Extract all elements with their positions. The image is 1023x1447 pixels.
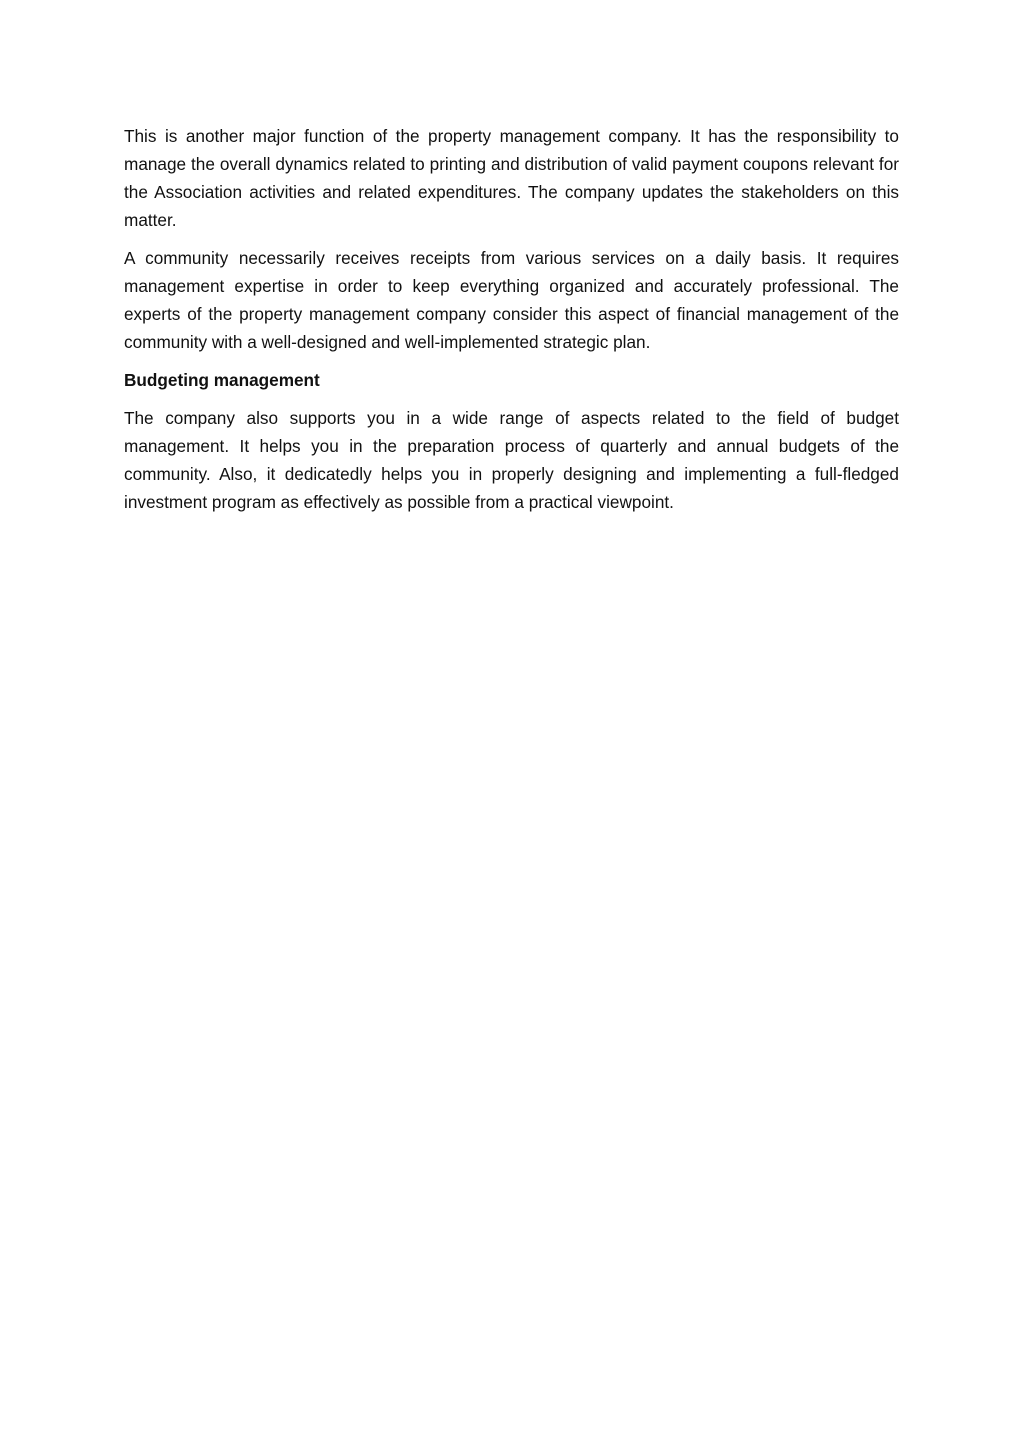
document-body bbox=[124, 122, 899, 526]
paragraph-receipts: A community necessarily receives receipts from various services on a daily basis. It requires management expertise in order to keep everything organized and accurately professional. The experts of the property management company consider this aspect of financial management of the community with a well-designed and well-implemented strategic plan. bbox=[124, 248, 899, 352]
section-heading-budgeting: Budgeting management bbox=[124, 370, 320, 390]
paragraph-payment-coupons: This is another major function of the property management company. It has the responsibility to manage the overall dynamics related to printing and distribution of valid payment coupons relevant for the Association activities and related expenditures. The company updates the stakeholders on this matter. bbox=[124, 126, 899, 230]
paragraph-budget-management: The company also supports you in a wide range of aspects related to the field of budget management. It helps you in the preparation process of quarterly and annual budgets of the community. Also, it dedicatedly helps you in properly designing and implementing a full-fledged investment program as effectively as possible from a practical viewpoint. bbox=[124, 408, 899, 512]
